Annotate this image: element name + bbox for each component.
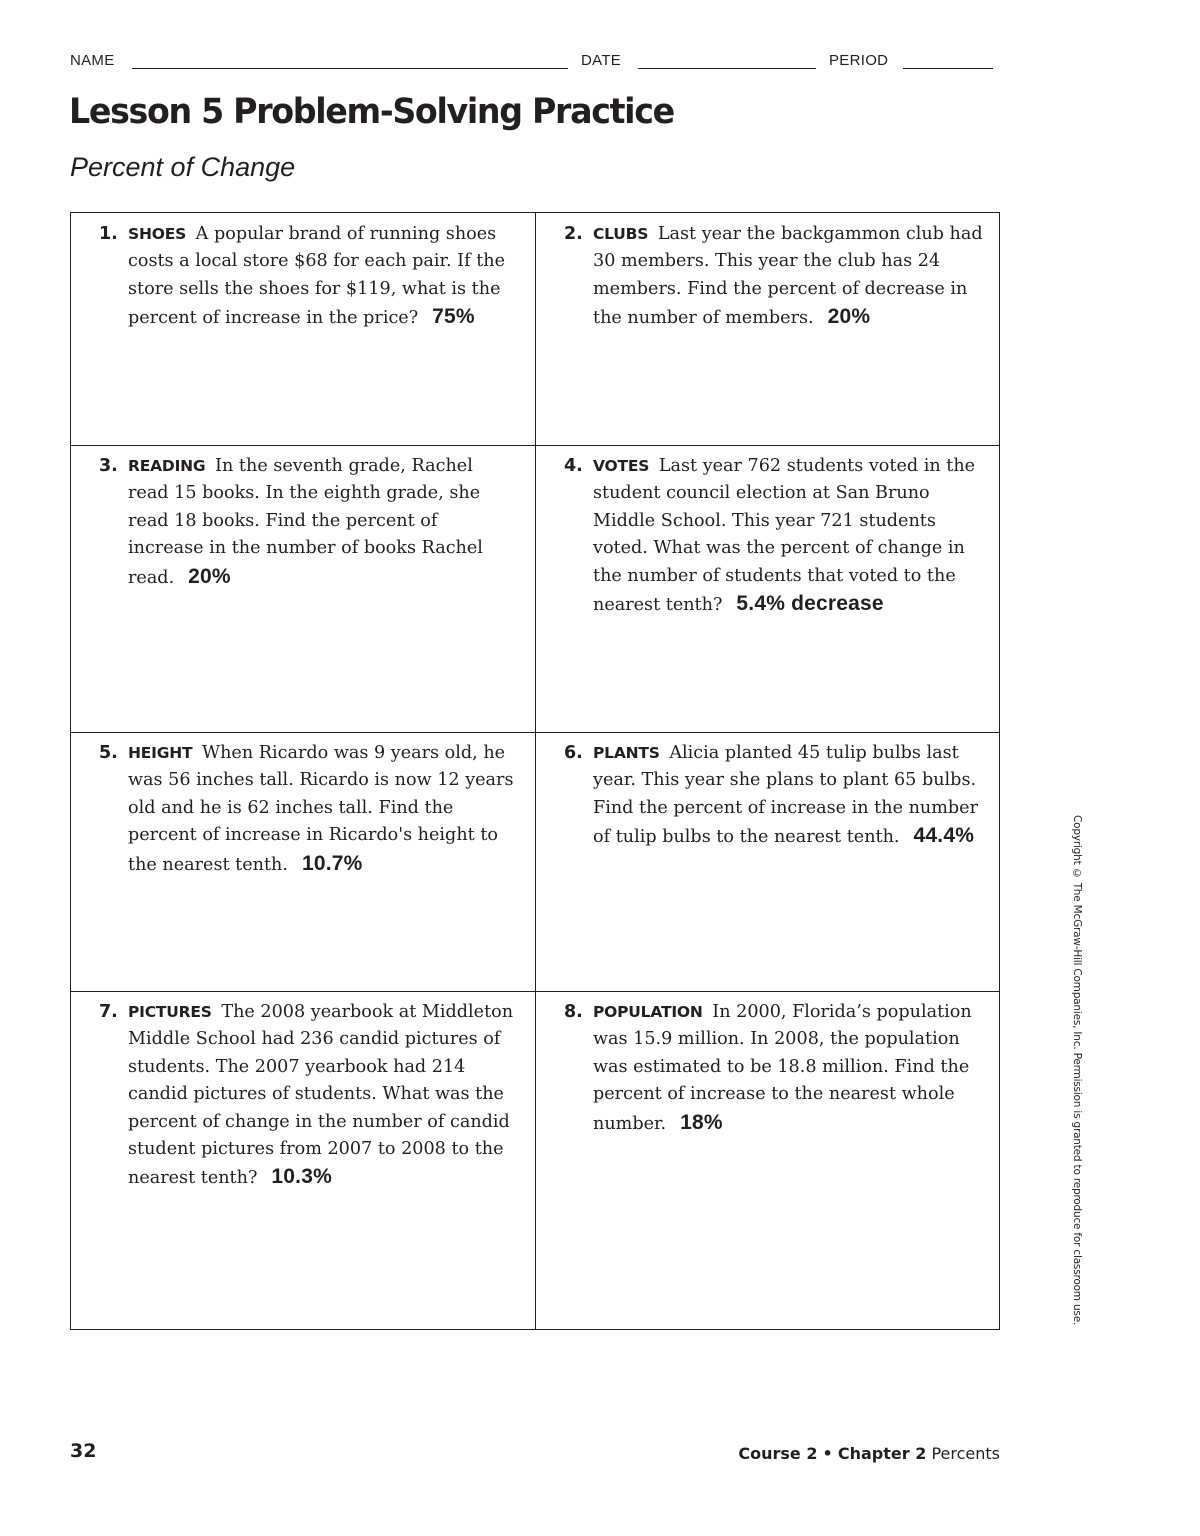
problem-keyword: PLANTS [593,744,660,762]
problem-cell [71,221,516,333]
problem-keyword: VOTES [593,457,650,475]
footer-course: Course 2 [738,1444,818,1463]
problem-text: In the seventh grade, Rachel read 15 books. In the eighth grade, she read 18 books. Find the percent of increase in the number of books Rachel read. [128,456,483,588]
problem-cell [536,221,986,333]
problem-text: Last year 762 students voted in the student council election at San Bruno Middle School. This year 721 students voted. What was the percent of change in the number of students that voted to the nearest tenth? [593,456,976,616]
period-field[interactable] [903,68,993,69]
footer-course-info [738,1444,1000,1463]
problem-6 [536,740,986,852]
problem-number: 4. [564,456,583,476]
copyright-notice: Copyright © The McGraw-Hill Companies, Inc. Permission is granted to reproduce for classroom use. [1071,815,1083,1326]
student-info-header [70,52,1000,72]
problem-8 [536,999,986,1138]
problem-keyword: READING [128,457,206,475]
problem-keyword: PICTURES [128,1003,212,1021]
problem-number: 8. [564,1002,583,1022]
problem-answer: 18% [680,1110,723,1134]
footer-separator: • [822,1444,833,1463]
row-divider [71,732,999,733]
problem-number: 5. [99,743,118,763]
problem-answer: 5.4% decrease [736,592,884,616]
problem-keyword: CLUBS [593,225,649,243]
page-subtitle: Percent of Change [70,152,296,182]
row-divider [71,991,999,992]
problem-number: 7. [99,1002,118,1022]
problem-2 [536,221,986,333]
problem-number: 3. [99,456,118,476]
problem-3 [71,453,516,592]
problem-cell [71,453,516,592]
footer-chapter: Chapter 2 [837,1444,927,1463]
problem-number: 6. [564,743,583,763]
problem-grid [70,212,1000,1330]
problem-1 [71,221,516,333]
problem-number: 1. [99,224,118,244]
date-field[interactable] [638,68,816,69]
row-divider [71,445,999,446]
problem-answer: 10.7% [301,851,363,875]
problem-cell [536,453,986,619]
problem-text: Alicia planted 45 tulip bulbs last year. This year she plans to plant 65 bulbs. Find the percent of increase in the number of tulip bulbs to the nearest tenth. [593,743,979,848]
name-field[interactable] [132,68,568,69]
problem-text: Last year the backgammon club had 30 members. This year the club has 24 members. Find the percent of decrease in the number of members. [593,224,983,329]
page-number: 32 [70,1440,97,1462]
problem-answer: 20% [188,564,231,588]
problem-text: The 2008 yearbook at Middleton Middle School had 236 candid pictures of students. The 2007 yearbook had 214 candid pictures of students. What was the percent of change in the number of candid student pictures from 2007 to 2008 to the nearest tenth? [128,1002,514,1189]
name-label: NAME [70,52,115,69]
problem-4 [536,453,986,619]
problem-cell [71,740,516,879]
problem-text: In 2000, Florida’s population was 15.9 million. In 2008, the population was estimated to be 18.8 million. Find the percent of increase to the nearest whole number. [593,1002,972,1134]
problem-keyword: POPULATION [593,1003,703,1021]
problem-keyword: SHOES [128,225,187,243]
page-title: Lesson 5 Problem-Solving Practice [69,92,674,132]
problem-cell [71,999,516,1193]
problem-cell [536,740,986,852]
problem-answer: 20% [827,305,871,329]
problem-5 [71,740,516,879]
problem-number: 2. [564,224,583,244]
problem-answer: 44.4% [913,824,975,848]
problem-7 [71,999,516,1193]
problem-answer: 75% [432,305,475,329]
footer-topic: Percents [931,1444,1000,1463]
period-label: PERIOD [829,52,889,69]
problem-cell [536,999,986,1138]
problem-answer: 10.3% [271,1165,332,1189]
problem-text: When Ricardo was 9 years old, he was 56 inches tall. Ricardo is now 12 years old and he is 62 inches tall. Find the percent of increase in Ricardo's height to the nearest tenth. [128,743,514,875]
date-label: DATE [581,52,622,69]
problem-text: A popular brand of running shoes costs a local store $68 for each pair. If the store sells the shoes for $119, what is the percent of increase in the price? [128,224,506,329]
problem-keyword: HEIGHT [128,744,193,762]
